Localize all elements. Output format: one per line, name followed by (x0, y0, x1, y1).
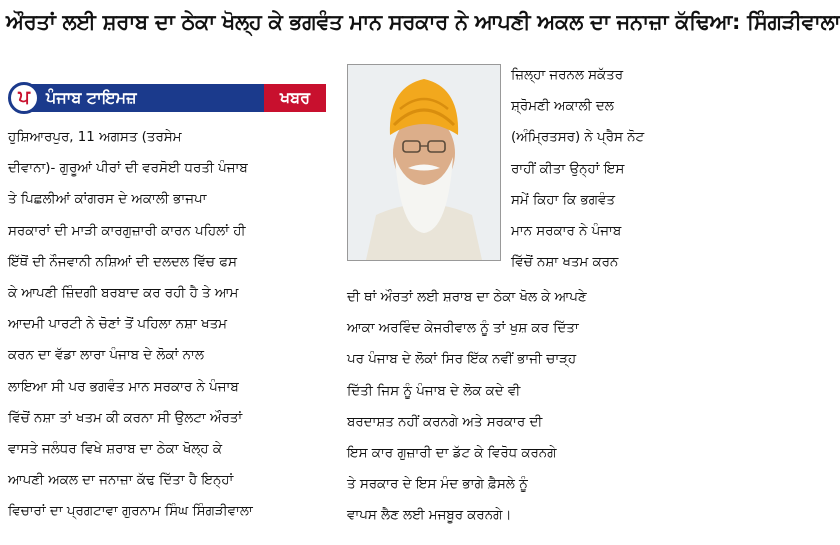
publication-logo (8, 82, 40, 114)
article-line: ਇਸ ਕਾਰ ਗੁਜ਼ਾਰੀ ਦਾ ਡੱਟ ਕੇ ਵਿਰੋਧ ਕਰਨਗੇ (347, 445, 557, 461)
portrait-photo (347, 64, 501, 261)
article-line: ਆਕਾ ਅਰਵਿੰਦ ਕੇਜਰੀਵਾਲ ਨੂੰ ਤਾਂ ਖੁਸ਼ ਕਰ ਦਿੱਤਾ (347, 321, 579, 337)
article-line: ਕਰਨ ਦਾ ਵੱਡਾ ਲਾਰਾ ਪੰਜਾਬ ਦੇ ਲੋਕਾਂ ਨਾਲ (8, 348, 204, 364)
article-line: ਤੇ ਸਰਕਾਰ ਦੇ ਇਸ ਮੰਦ ਭਾਗੇ ਫ਼ੈਸਲੇ ਨੂੰ (347, 477, 528, 493)
article-line: ਸਮੇਂ ਕਿਹਾ ਕਿ ਭਗਵੰਤ (511, 192, 615, 208)
article-line: ਰਾਹੀਂ ਕੀਤਾ ਉਨ੍ਹਾਂ ਇਸ (511, 161, 625, 177)
logo-letter: ਪ (18, 87, 30, 108)
publication-name: ਪੰਜਾਬ ਟਾਇਮਜ਼ (30, 84, 264, 112)
article-line: ਸ਼੍ਰੋਮਣੀ ਅਕਾਲੀ ਦਲ (511, 99, 614, 115)
article-line: ਵਿੱਚੋਂ ਨਸ਼ਾ ਤਾਂ ਖਤਮ ਕੀ ਕਰਨਾ ਸੀ ਉਲਟਾ ਔਰਤਾਂ (8, 410, 243, 426)
article-left-column (8, 122, 328, 527)
article-line: ਵਿਚਾਰਾਂ ਦਾ ਪ੍ਰਗਟਾਵਾ ਗੁਰਨਾਮ ਸਿੰਘ ਸਿੰਗੜੀਵਾਲਾ (8, 504, 253, 520)
article-line: ਆਦਮੀ ਪਾਰਟੀ ਨੇ ਚੋਣਾਂ ਤੋਂ ਪਹਿਲਾ ਨਸ਼ਾ ਖਤਮ (8, 317, 227, 333)
article-right-column (511, 60, 671, 278)
article-line: ਇੱਥੋਂ ਦੀ ਨੌਜਵਾਨੀ ਨਸ਼ਿਆਂ ਦੀ ਦਲਦਲ ਵਿੱਚ ਫਸ (8, 254, 237, 270)
news-tag: ਖਬਰ (264, 84, 326, 112)
publication-brand-banner (8, 80, 326, 116)
article-line: ਲਾਇਆ ਸੀ ਪਰ ਭਗਵੰਤ ਮਾਨ ਸਰਕਾਰ ਨੇ ਪੰਜਾਬ (8, 379, 239, 395)
article-line: ਦਿੱਤੀ ਜਿਸ ਨੂੰ ਪੰਜਾਬ ਦੇ ਲੋਕ ਕਦੇ ਵੀ (347, 383, 521, 399)
headline: ਔਰਤਾਂ ਲਈ ਸ਼ਰਾਬ ਦਾ ਠੇਕਾ ਖੋਲ੍ਹ ਕੇ ਭਗਵੰਤ ਮਾਨ ਸਰਕਾਰ ਨੇ ਆਪਣੀ ਅਕਲ ਦਾ ਜਨਾਜ਼ਾ ਕੱਢਿਆ: ਸਿੰਗੜੀਵਾਲਾ (6, 10, 840, 34)
article-bottom-column (347, 282, 673, 532)
article-line: ਜ਼ਿਲ੍ਹਾ ਜਰਨਲ ਸਕੱਤਰ (511, 68, 624, 83)
article-line: ਸਰਕਾਰਾਂ ਦੀ ਮਾੜੀ ਕਾਰਗੁਜ਼ਾਰੀ ਕਾਰਨ ਪਹਿਲਾਂ ਹੀ (8, 223, 246, 239)
article-line: ਵਾਪਸ ਲੈਣ ਲਈ ਮਜਬੂਰ ਕਰਨਗੇ। (347, 508, 512, 524)
article-line: ਪਰ ਪੰਜਾਬ ਦੇ ਲੋਕਾਂ ਸਿਰ ਇੱਕ ਨਵੀਂ ਭਾਜੀ ਚਾੜ੍ਹ (347, 352, 577, 368)
article-line: (ਅੰਮ੍ਰਿਤਸਰ) ਨੇ ਪ੍ਰੈਸ ਨੋਟ (511, 130, 645, 146)
article-line: ਆਪਣੀ ਅਕਲ ਦਾ ਜਨਾਜ਼ਾ ਕੱਢ ਦਿੱਤਾ ਹੈ ਇਨ੍ਹਾਂ (8, 473, 234, 489)
article-line: ਤੇ ਪਿਛਲੀਆਂ ਕਾਂਗਰਸ ਦੇ ਅਕਾਲੀ ਭਾਜਪਾ (8, 192, 207, 208)
article-line: ਬਰਦਾਸ਼ਤ ਨਹੀਂ ਕਰਨਗੇ ਅਤੇ ਸਰਕਾਰ ਦੀ (347, 414, 543, 430)
article-line: ਦੀਵਾਨਾ)- ਗੁਰੂਆਂ ਪੀਰਾਂ ਦੀ ਵਰਸੋਈ ਧਰਤੀ ਪੰਜਾਬ (8, 161, 248, 177)
article-line: ਮਾਨ ਸਰਕਾਰ ਨੇ ਪੰਜਾਬ (511, 223, 622, 239)
article-line: ਵਿੱਚੋਂ ਨਸ਼ਾ ਖਤਮ ਕਰਨ (511, 255, 619, 271)
article-line: ਦੀ ਥਾਂ ਔਰਤਾਂ ਲਈ ਸ਼ਰਾਬ ਦਾ ਠੇਕਾ ਖੋਲ ਕੇ ਆਪਣੇ (347, 290, 587, 305)
article-line: ਵਾਸਤੇ ਜਲੰਧਰ ਵਿਖੇ ਸ਼ਰਾਬ ਦਾ ਠੇਕਾ ਖੋਲ੍ਹ ਕੇ (8, 441, 222, 457)
article-line: ਕੇ ਆਪਣੀ ਜ਼ਿੰਦਗੀ ਬਰਬਾਦ ਕਰ ਰਹੀ ਹੈ ਤੇ ਆਮ (8, 285, 239, 301)
article-line: ਹੁਸ਼ਿਆਰਪੁਰ, 11 ਅਗਸਤ (ਤਰਸੇਮ (8, 130, 182, 145)
